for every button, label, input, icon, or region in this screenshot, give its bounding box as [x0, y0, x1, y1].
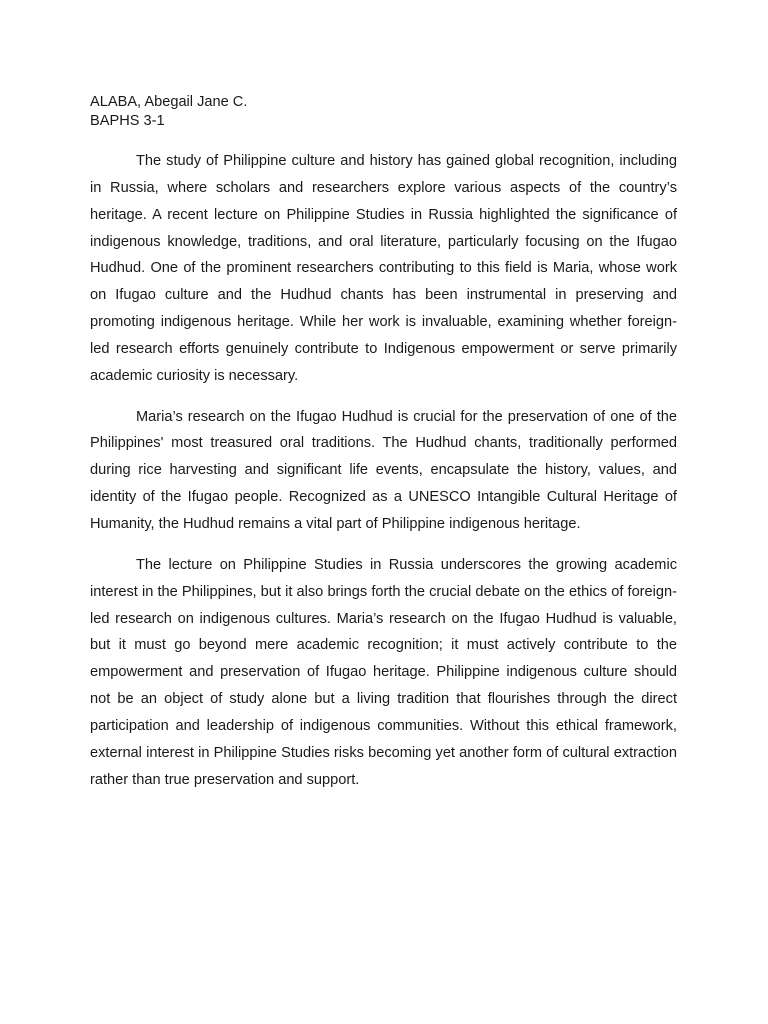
essay-body: [90, 148, 677, 793]
paragraph-1: The study of Philippine culture and history has gained global recognition, including in Russia, where scholars and researchers explore various aspects of the country’s heritage. A recent lecture on Philippine Studies in Russia highlighted the significance of indigenous knowledge, traditions, and oral literature, particularly focusing on the Ifugao Hudhud. One of the prominent researchers contributing to this field is Maria, whose work on Ifugao culture and the Hudhud chants has been instrumental in preserving and promoting indigenous heritage. While her work is invaluable, examining whether foreign-led research efforts genuinely contribute to Indigenous empowerment or serve primarily academic curiosity is necessary.: [90, 153, 677, 384]
author-header: [90, 93, 690, 131]
paragraph-2: Maria’s research on the Ifugao Hudhud is crucial for the preservation of one of the Philippines' most treasured oral traditions. The Hudhud chants, traditionally performed during rice harvesting and significant life events, encapsulate the history, values, and identity of the Ifugao people. Recognized as a UNESCO Intangible Cultural Heritage of Humanity, the Hudhud remains a vital part of Philippine indigenous heritage.: [90, 408, 677, 532]
paragraph-3: The lecture on Philippine Studies in Russia underscores the growing academic interest in the Philippines, but it also brings forth the crucial debate on the ethics of foreign-led research on indigenous cultures. Maria’s research on the Ifugao Hudhud is valuable, but it must go beyond mere academic recognition; it must actively contribute to the empowerment and preservation of Ifugao heritage. Philippine indigenous culture should not be an object of study alone but a living tradition that flourishes through the direct participation and leadership of indigenous communities. Without this ethical framework, external interest in Philippine Studies risks becoming yet another form of cultural extraction rather than true preservation and support.: [90, 556, 677, 788]
author-name: ALABA, Abegail Jane C.: [90, 94, 248, 110]
author-section: BAPHS 3-1: [90, 113, 165, 129]
